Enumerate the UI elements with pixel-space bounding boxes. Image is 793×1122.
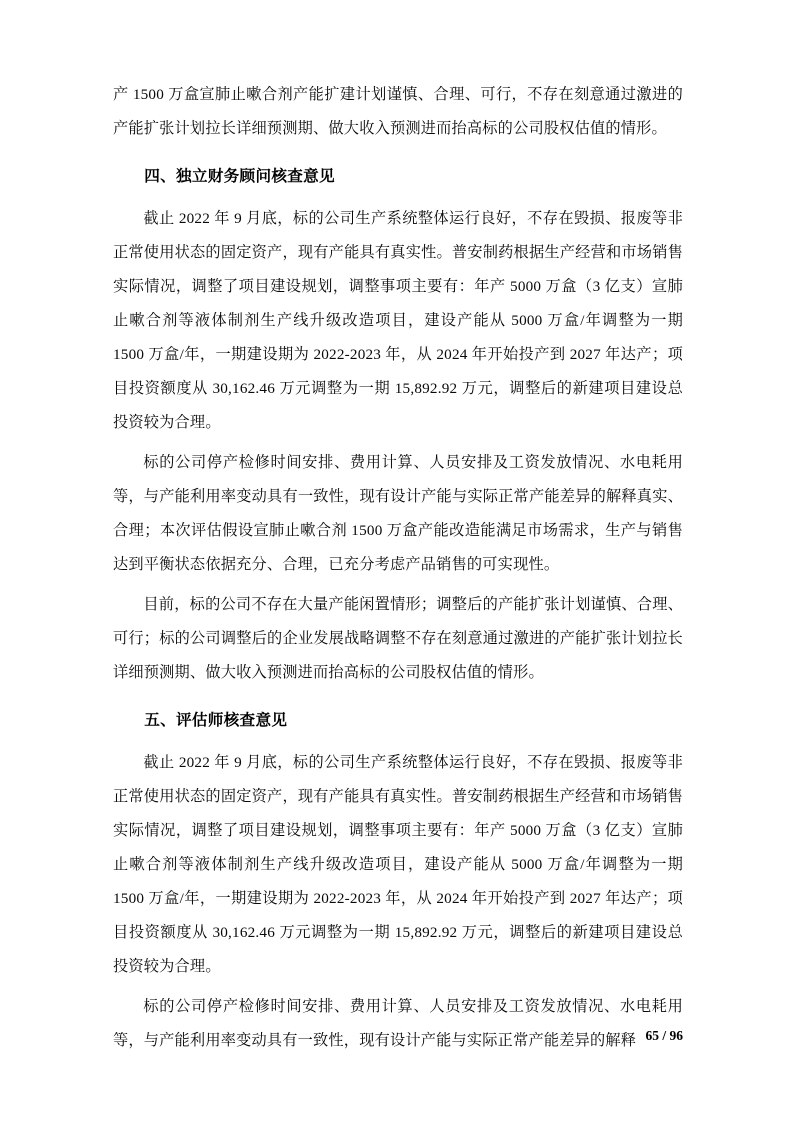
paragraph-five-1: 截止 2022 年 9 月底，标的公司生产系统整体运行良好，不存在毁损、报废等非正常使用状态的固定资产，现有产能具有真实性。普安制药根据生产经营和市场销售实际情况，调整了项目建设规划，调整事项主要有：年产 5000 万盒（3 亿支）宣肺止嗽合剂等液体制剂生产线升级改造项目，建设产能从 5000 万盒/年调整为一期 1500 万盒/年，一期建设期为 2022-2023 年，从 2024 年开始投产到 2027 年达产；项目投资额度从 30,162.46 万元调整为一期 15,892.92 万元，调整后的新建项目建设总投资较为合理。	[113, 754, 683, 975]
paragraph-four-1: 截止 2022 年 9 月底，标的公司生产系统整体运行良好，不存在毁损、报废等非正常使用状态的固定资产，现有产能具有真实性。普安制药根据生产经营和市场销售实际情况，调整了项目建设规划，调整事项主要有：年产 5000 万盒（3 亿支）宣肺止嗽合剂等液体制剂生产线升级改造项目，建设产能从 5000 万盒/年调整为一期 1500 万盒/年，一期建设期为 2022-2023 年，从 2024 年开始投产到 2027 年达产；项目投资额度从 30,162.46 万元调整为一期 15,892.92 万元，调整后的新建项目建设总投资较为合理。	[113, 210, 683, 431]
section-heading-four-wrap	[113, 160, 683, 194]
paragraph-four-3: 目前，标的公司不存在大量产能闲置情形；调整后的产能扩张计划谨慎、合理、可行；标的公司调整后的企业发展战略调整不存在刻意通过激进的产能扩张计划拉长详细预测期、做大收入预测进而抬高标的公司股权估值的情形。	[113, 596, 683, 681]
page-content	[113, 78, 683, 1058]
section-heading-four: 四、独立财务顾问核查意见	[144, 168, 335, 185]
paragraph-five-2: 标的公司停产检修时间安排、费用计算、人员安排及工资发放情况、水电耗用等，与产能利用率变动具有一致性，现有设计产能与实际正常产能差异的解释	[113, 998, 683, 1049]
page-number: 65 / 96	[645, 1028, 683, 1043]
section-heading-five-wrap	[113, 704, 683, 738]
paragraph-continuation: 产 1500 万盒宣肺止嗽合剂产能扩建计划谨慎、合理、可行，不存在刻意通过激进的产能扩张计划拉长详细预测期、做大收入预测进而抬高标的公司股权估值的情形。	[113, 86, 683, 137]
section-heading-five: 五、评估师核查意见	[144, 712, 288, 729]
paragraph-four-2: 标的公司停产检修时间安排、费用计算、人员安排及工资发放情况、水电耗用等，与产能利用率变动具有一致性，现有设计产能与实际正常产能差异的解释真实、合理；本次评估假设宣肺止嗽合剂 1500 万盒产能改造能满足市场需求，生产与销售达到平衡状态依据充分、合理，已充分考虑产品销售的可实现性。	[113, 454, 683, 573]
